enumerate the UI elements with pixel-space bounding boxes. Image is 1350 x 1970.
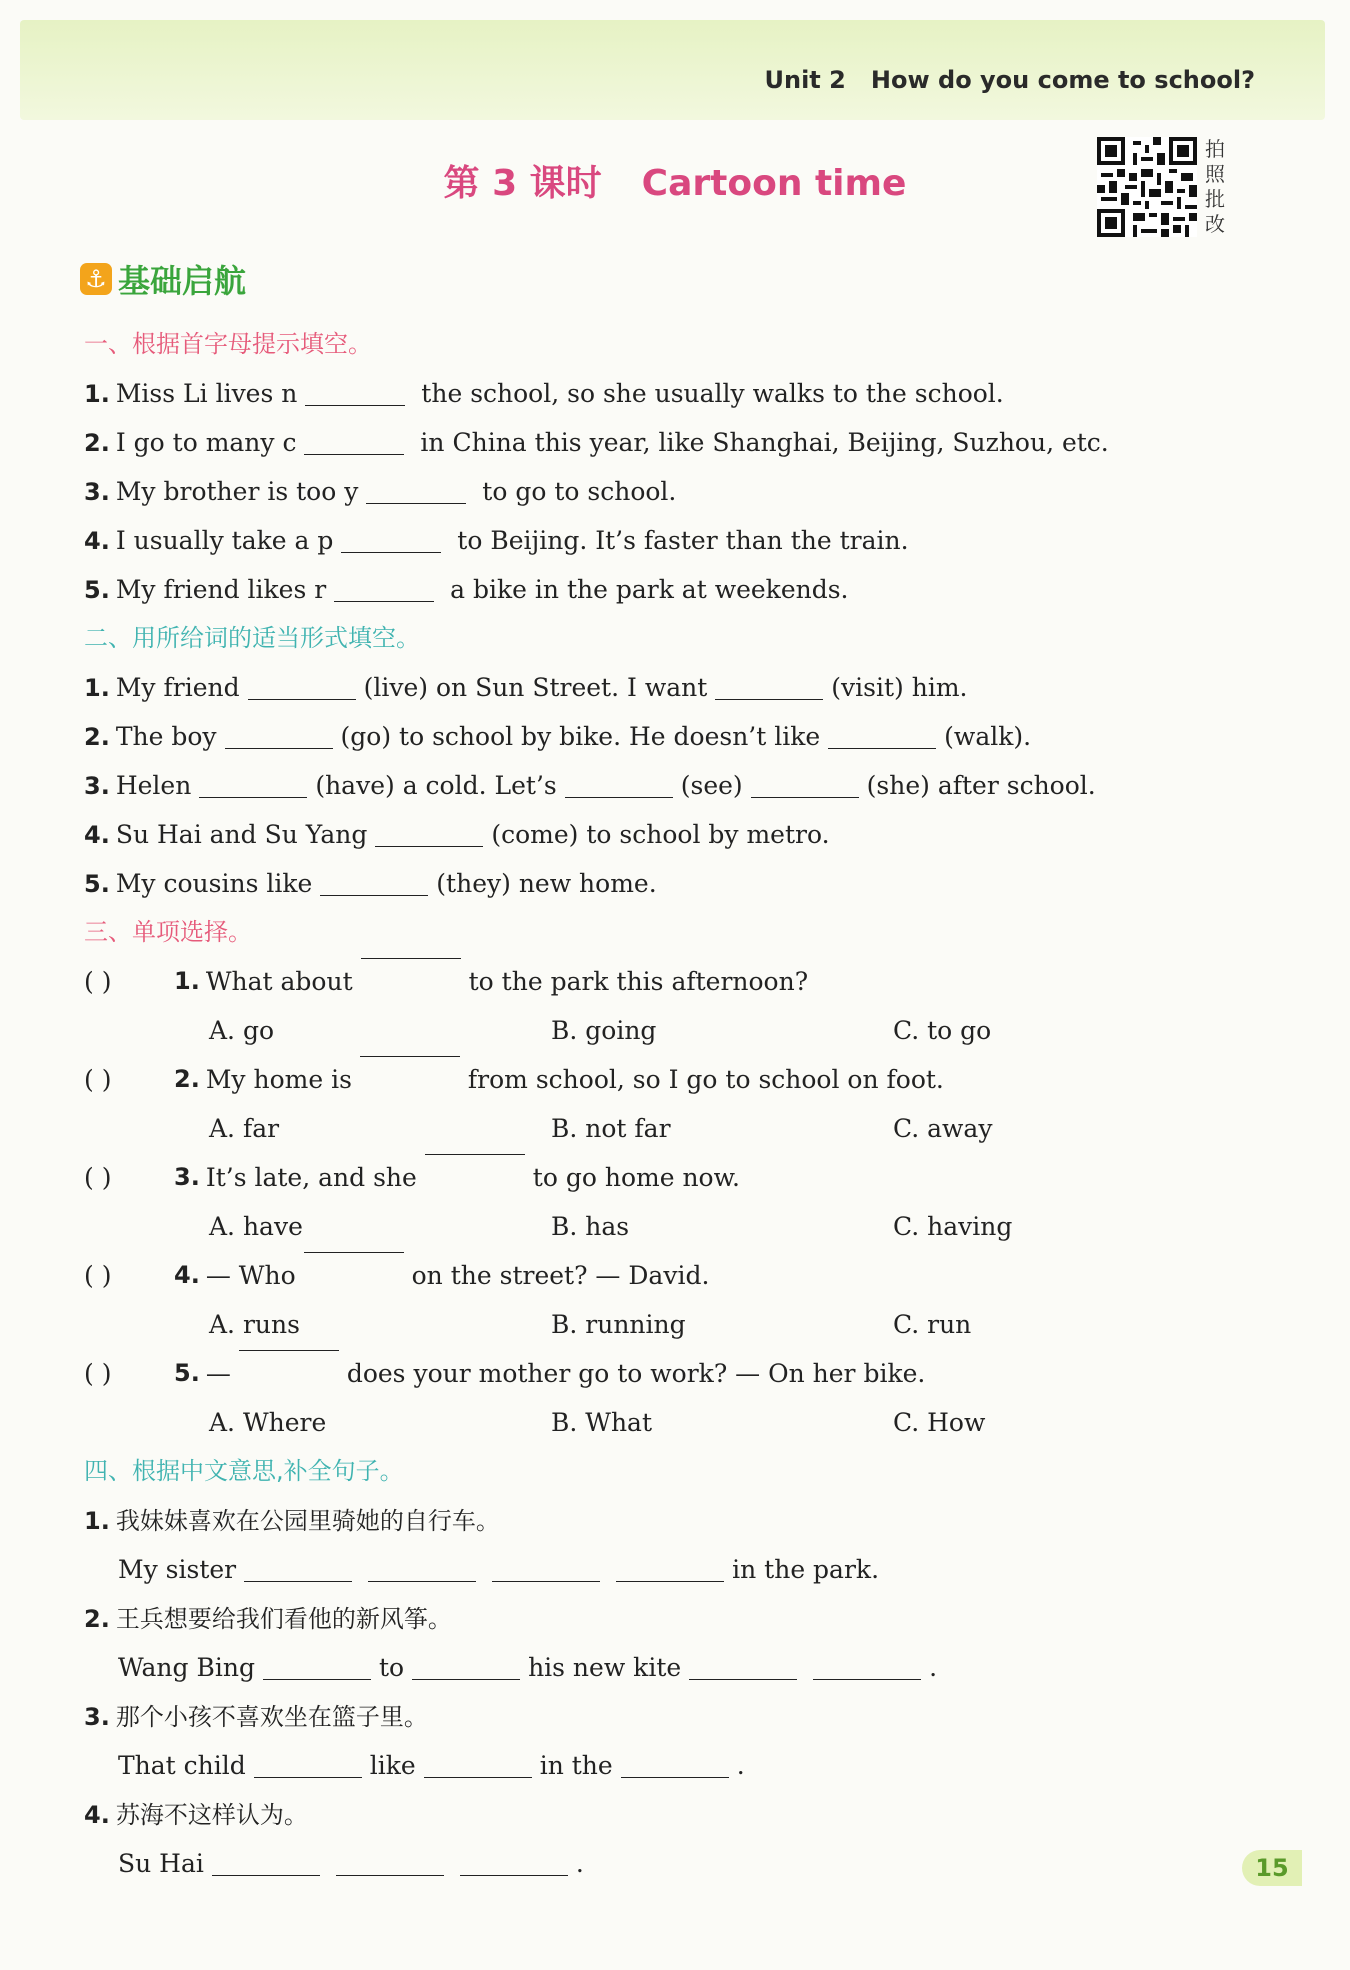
question-text: The boy: [115, 722, 217, 751]
answer-blank[interactable]: [361, 957, 461, 959]
scan-to-grade-label: 拍照批改: [1205, 137, 1225, 236]
options-row: [84, 1300, 1264, 1349]
question-row: [84, 1692, 1264, 1741]
answer-blank[interactable]: [305, 404, 405, 406]
answer-text: in the park.: [732, 1555, 880, 1584]
question-text: in China this year, like Shanghai, Beijing, Suzhou, etc.: [412, 428, 1109, 457]
question-text: My friend likes r: [115, 575, 327, 604]
answer-text: in the: [539, 1751, 613, 1780]
answer-blank[interactable]: [492, 1580, 600, 1582]
question-row: [84, 663, 1264, 712]
question-text: (they) new home.: [436, 869, 657, 898]
part-4-title: 四、根据中文意思,补全句子。: [84, 1457, 404, 1485]
options-row: [84, 1104, 1264, 1153]
answer-blank[interactable]: [199, 796, 307, 798]
question-row: [84, 516, 1264, 565]
question-number: 4.: [84, 527, 110, 555]
option[interactable]: C. to go: [893, 1016, 992, 1045]
options-row: [84, 1202, 1264, 1251]
question-text: I usually take a p: [115, 526, 334, 555]
answer-blank[interactable]: [304, 453, 404, 455]
answer-blank[interactable]: [366, 502, 466, 504]
question-number: 5.: [84, 870, 110, 898]
question-row: [84, 957, 1264, 1006]
answer-text: his new kite: [528, 1653, 682, 1682]
question-text: to the park this afternoon?: [468, 967, 809, 996]
question-number: 1.: [84, 674, 110, 702]
answer-text: like: [369, 1751, 416, 1780]
question-text: (she) after school.: [866, 771, 1096, 800]
question-row: [84, 1496, 1264, 1545]
question-number: 4.: [174, 1261, 200, 1289]
question-number: 5.: [174, 1359, 200, 1387]
answer-text: .: [575, 1849, 584, 1878]
option[interactable]: C. away: [893, 1114, 993, 1143]
question-row: [84, 369, 1264, 418]
answer-blank[interactable]: [244, 1580, 352, 1582]
answer-blank[interactable]: [375, 845, 483, 847]
question-row: [84, 1251, 1264, 1300]
exercise-content: [84, 320, 1264, 1888]
option[interactable]: C. How: [893, 1408, 986, 1437]
options-row: [84, 1006, 1264, 1055]
question-row: [84, 810, 1264, 859]
answer-blank[interactable]: [715, 698, 823, 700]
option[interactable]: A. runs: [209, 1310, 300, 1339]
answer-blank[interactable]: [424, 1776, 532, 1778]
answer-row: [84, 1545, 1264, 1594]
anchor-icon: ⚓: [80, 263, 112, 295]
answer-blank[interactable]: [239, 1349, 339, 1351]
answer-blank[interactable]: [689, 1678, 797, 1680]
option[interactable]: B. running: [551, 1310, 686, 1339]
question-text: What about: [205, 967, 353, 996]
question-number: 2.: [84, 1605, 110, 1633]
chinese-prompt: 王兵想要给我们看他的新风筝。: [115, 1605, 452, 1633]
answer-blank[interactable]: [334, 600, 434, 602]
answer-blank[interactable]: [828, 747, 936, 749]
section-heading: ⚓ 基础启航: [80, 256, 246, 302]
question-text: (have) a cold. Let’s: [315, 771, 557, 800]
option[interactable]: A. have: [209, 1212, 303, 1241]
answer-blank[interactable]: [248, 698, 356, 700]
question-row: [84, 761, 1264, 810]
options-row: [84, 1398, 1264, 1447]
question-text: My cousins like: [115, 869, 313, 898]
question-row: [84, 1055, 1264, 1104]
question-text: Miss Li lives n: [115, 379, 298, 408]
question-text: It’s late, and she: [205, 1163, 417, 1192]
question-text: My home is: [205, 1065, 352, 1094]
answer-bracket[interactable]: ( ): [84, 1163, 112, 1192]
option[interactable]: A. go: [209, 1016, 275, 1045]
part-2-title: 二、用所给词的适当形式填空。: [84, 624, 420, 652]
question-row: [84, 467, 1264, 516]
question-row: [84, 1790, 1264, 1839]
answer-text: .: [736, 1751, 745, 1780]
answer-text: to: [378, 1653, 405, 1682]
answer-blank[interactable]: [368, 1580, 476, 1582]
part-1-title: 一、根据首字母提示填空。: [84, 330, 372, 358]
question-row: [84, 418, 1264, 467]
answer-blank[interactable]: [320, 894, 428, 896]
question-number: 2.: [84, 723, 110, 751]
question-text: (see): [680, 771, 743, 800]
question-text: the school, so she usually walks to the school.: [413, 379, 1004, 408]
answer-text: My sister: [118, 1555, 237, 1584]
answer-bracket[interactable]: ( ): [84, 1261, 112, 1290]
question-text: —: [205, 1359, 231, 1388]
answer-bracket[interactable]: ( ): [84, 1065, 112, 1094]
chinese-prompt: 苏海不这样认为。: [115, 1801, 308, 1829]
answer-text: That child: [118, 1751, 246, 1780]
option[interactable]: A. Where: [209, 1408, 327, 1437]
question-text: (walk).: [944, 722, 1032, 751]
question-number: 3.: [174, 1163, 200, 1191]
question-number: 3.: [84, 1703, 110, 1731]
option[interactable]: A. far: [209, 1114, 280, 1143]
answer-row: [84, 1839, 1264, 1888]
question-text: I go to many c: [115, 428, 297, 457]
question-number: 3.: [84, 772, 110, 800]
answer-blank[interactable]: [412, 1678, 520, 1680]
answer-blank[interactable]: [225, 747, 333, 749]
answer-blank[interactable]: [425, 1153, 525, 1155]
question-row: [84, 712, 1264, 761]
unit-header: Unit 2 How do you come to school?: [764, 66, 1255, 94]
lesson-title: 第 3 课时 Cartoon time: [443, 163, 907, 204]
answer-blank[interactable]: [460, 1874, 568, 1876]
question-number: 5.: [84, 576, 110, 604]
answer-blank[interactable]: [254, 1776, 362, 1778]
question-text: (live) on Sun Street. I want: [363, 673, 708, 702]
answer-bracket[interactable]: ( ): [84, 1359, 112, 1388]
option[interactable]: B. going: [551, 1016, 657, 1045]
question-number: 3.: [84, 478, 110, 506]
question-text: (come) to school by metro.: [491, 820, 830, 849]
option[interactable]: B. has: [551, 1212, 630, 1241]
part-3-title: 三、单项选择。: [84, 918, 252, 946]
question-row: [84, 859, 1264, 908]
question-row: [84, 1594, 1264, 1643]
answer-bracket[interactable]: ( ): [84, 967, 112, 996]
question-text: — Who: [205, 1261, 296, 1290]
option[interactable]: C. having: [893, 1212, 1013, 1241]
answer-blank[interactable]: [813, 1678, 921, 1680]
question-number: 2.: [84, 429, 110, 457]
answer-blank[interactable]: [212, 1874, 320, 1876]
question-number: 1.: [84, 1507, 110, 1535]
question-text: to go to school.: [474, 477, 677, 506]
question-number: 4.: [84, 821, 110, 849]
question-row: [84, 1349, 1264, 1398]
chinese-prompt: 我妹妹喜欢在公园里骑她的自行车。: [115, 1507, 500, 1535]
question-number: 2.: [174, 1065, 200, 1093]
question-number: 1.: [174, 967, 200, 995]
question-text: My brother is too y: [115, 477, 359, 506]
question-row: [84, 565, 1264, 614]
question-text: Su Hai and Su Yang: [115, 820, 368, 849]
answer-text: Su Hai: [118, 1849, 204, 1878]
question-text: to go home now.: [532, 1163, 740, 1192]
question-text: does your mother go to work? — On her bike.: [346, 1359, 926, 1388]
option[interactable]: B. not far: [551, 1114, 671, 1143]
option[interactable]: B. What: [551, 1408, 653, 1437]
answer-blank[interactable]: [336, 1874, 444, 1876]
answer-blank[interactable]: [616, 1580, 724, 1582]
page-number: 15: [1242, 1850, 1302, 1886]
answer-text: .: [929, 1653, 938, 1682]
question-number: 1.: [84, 380, 110, 408]
answer-blank[interactable]: [341, 551, 441, 553]
answer-row: [84, 1741, 1264, 1790]
answer-text: Wang Bing: [118, 1653, 255, 1682]
answer-blank[interactable]: [751, 796, 859, 798]
question-row: [84, 1153, 1264, 1202]
question-text: a bike in the park at weekends.: [442, 575, 849, 604]
answer-blank[interactable]: [360, 1055, 460, 1057]
qr-code-icon[interactable]: [1097, 137, 1197, 237]
question-text: on the street? — David.: [411, 1261, 710, 1290]
chinese-prompt: 那个小孩不喜欢坐在篮子里。: [115, 1703, 428, 1731]
question-number: 4.: [84, 1801, 110, 1829]
answer-blank[interactable]: [565, 796, 673, 798]
answer-blank[interactable]: [621, 1776, 729, 1778]
option[interactable]: C. run: [893, 1310, 972, 1339]
question-text: Helen: [115, 771, 192, 800]
question-text: (go) to school by bike. He doesn’t like: [340, 722, 821, 751]
question-text: (visit) him.: [831, 673, 968, 702]
question-text: to Beijing. It’s faster than the train.: [449, 526, 909, 555]
answer-blank[interactable]: [263, 1678, 371, 1680]
question-text: My friend: [115, 673, 240, 702]
question-text: from school, so I go to school on foot.: [467, 1065, 944, 1094]
answer-blank[interactable]: [304, 1251, 404, 1253]
answer-row: [84, 1643, 1264, 1692]
